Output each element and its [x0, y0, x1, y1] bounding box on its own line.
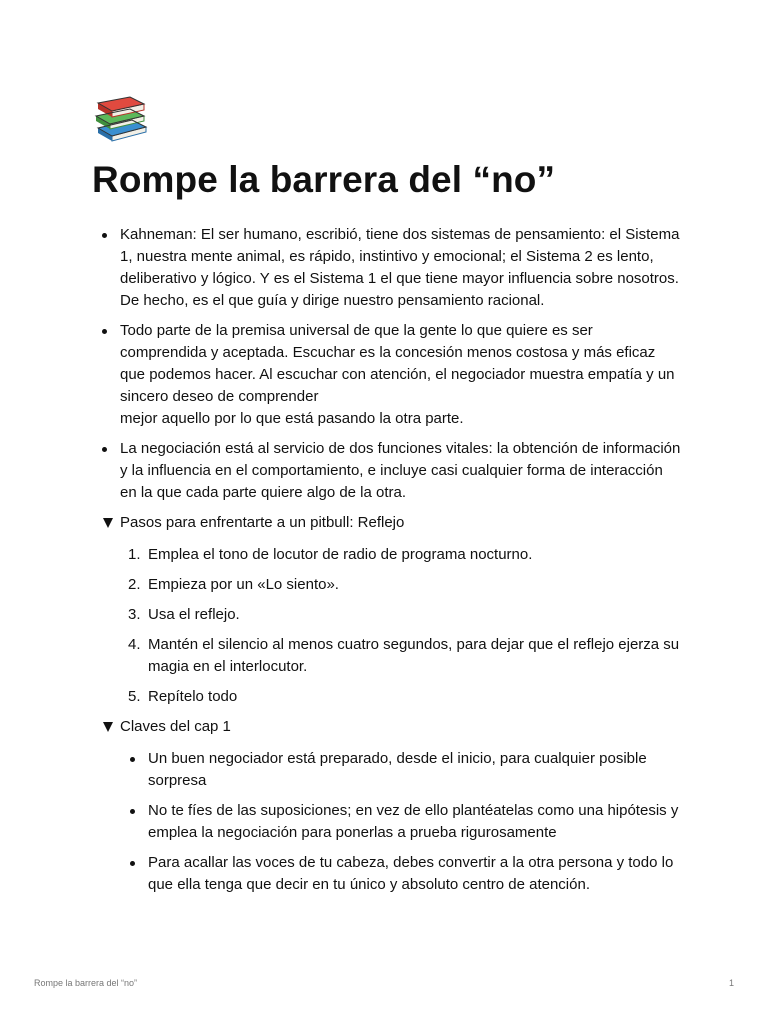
list-item	[92, 224, 682, 312]
numbered-item-text: Mantén el silencio al menos cuatro segundos, para dejar que el reflejo ejerza su magia en el interlocutor.	[148, 636, 680, 675]
numbered-item	[120, 544, 682, 566]
bullet-list	[120, 748, 682, 896]
bullet-dot	[102, 329, 107, 334]
numbered-item-text: Repítelo todo	[148, 688, 238, 705]
list-item-text: Kahneman: El ser humano, escribió, tiene dos sistemas de pensamiento: el Sistema 1, nuestra mente animal, es rápido, instintivo y emocional; el Sistema 2 es lento, deliberativo y lógico. Y es el Sistema 1 el que tiene mayor influencia sobre nosotros. De hecho, es el que guía y dirige nuestro pensamiento racional.	[120, 226, 680, 309]
list-item-text: No te fíes de las suposiciones; en vez de ello plantéatelas como una hipótesis y emplea la negociación para ponerlas a prueba rigurosamente	[148, 802, 679, 841]
toggle-triangle-icon[interactable]	[103, 722, 113, 732]
item-number: 4.	[128, 636, 141, 653]
list-item-text: La negociación está al servicio de dos funciones vitales: la obtención de información y la influencia en el comportamiento, e incluye casi cualquier forma de interacción en la que cada parte quiere algo de la otra.	[120, 440, 681, 501]
bullet-dot	[130, 809, 135, 814]
list-item-text: mejor aquello por lo que está pasando la otra parte.	[120, 410, 464, 427]
list-item-text: Un buen negociador está preparado, desde el inicio, para cualquier posible sorpresa	[148, 750, 647, 789]
toggle-label: Pasos para enfrentarte a un pitbull: Reflejo	[120, 514, 405, 531]
toggle-triangle-icon[interactable]	[103, 518, 113, 528]
item-number: 1.	[128, 546, 141, 563]
books-icon	[92, 94, 150, 148]
numbered-item	[120, 686, 682, 708]
bullet-dot	[102, 233, 107, 238]
toggle-label: Claves del cap 1	[120, 718, 231, 735]
toggle-body-claves	[92, 748, 682, 896]
list-item-text: Para acallar las voces de tu cabeza, debes convertir a la otra persona y todo lo que ella tenga que decir en tu único y absoluto centro de atención.	[148, 854, 674, 893]
toggle-pasos-pitbull[interactable]	[92, 512, 682, 534]
item-number: 3.	[128, 606, 141, 623]
list-item	[120, 748, 682, 792]
list-item-text: Todo parte de la premisa universal de que la gente lo que quiere es ser comprendida y aceptada. Escuchar es la concesión menos costosa y más eficaz que podemos hacer. Al escuchar con atención, el negociador muestra empatía y un sincero deseo de comprender	[120, 322, 675, 405]
list-item	[92, 320, 682, 430]
numbered-item	[120, 574, 682, 596]
list-item	[120, 800, 682, 844]
numbered-item	[120, 634, 682, 678]
bullet-dot	[130, 861, 135, 866]
list-item	[92, 438, 682, 504]
item-number: 5.	[128, 688, 141, 705]
toggle-claves-cap-1[interactable]	[92, 716, 682, 738]
numbered-item	[120, 604, 682, 626]
bullet-dot	[102, 447, 107, 452]
numbered-item-text: Emplea el tono de locutor de radio de programa nocturno.	[148, 546, 533, 563]
page-footer	[34, 978, 734, 988]
toggle-body-pasos	[92, 544, 682, 708]
footer-title: Rompe la barrera del “no”	[34, 978, 138, 988]
numbered-item-text: Empieza por un «Lo siento».	[148, 576, 339, 593]
bullet-list	[92, 224, 682, 504]
page-title: Rompe la barrera del “no”	[92, 159, 556, 200]
document-page	[92, 94, 682, 904]
numbered-list	[120, 544, 682, 708]
list-item	[120, 852, 682, 896]
page-number: 1	[728, 978, 734, 988]
bullet-dot	[130, 757, 135, 762]
numbered-item-text: Usa el reflejo.	[148, 606, 240, 623]
item-number: 2.	[128, 576, 141, 593]
